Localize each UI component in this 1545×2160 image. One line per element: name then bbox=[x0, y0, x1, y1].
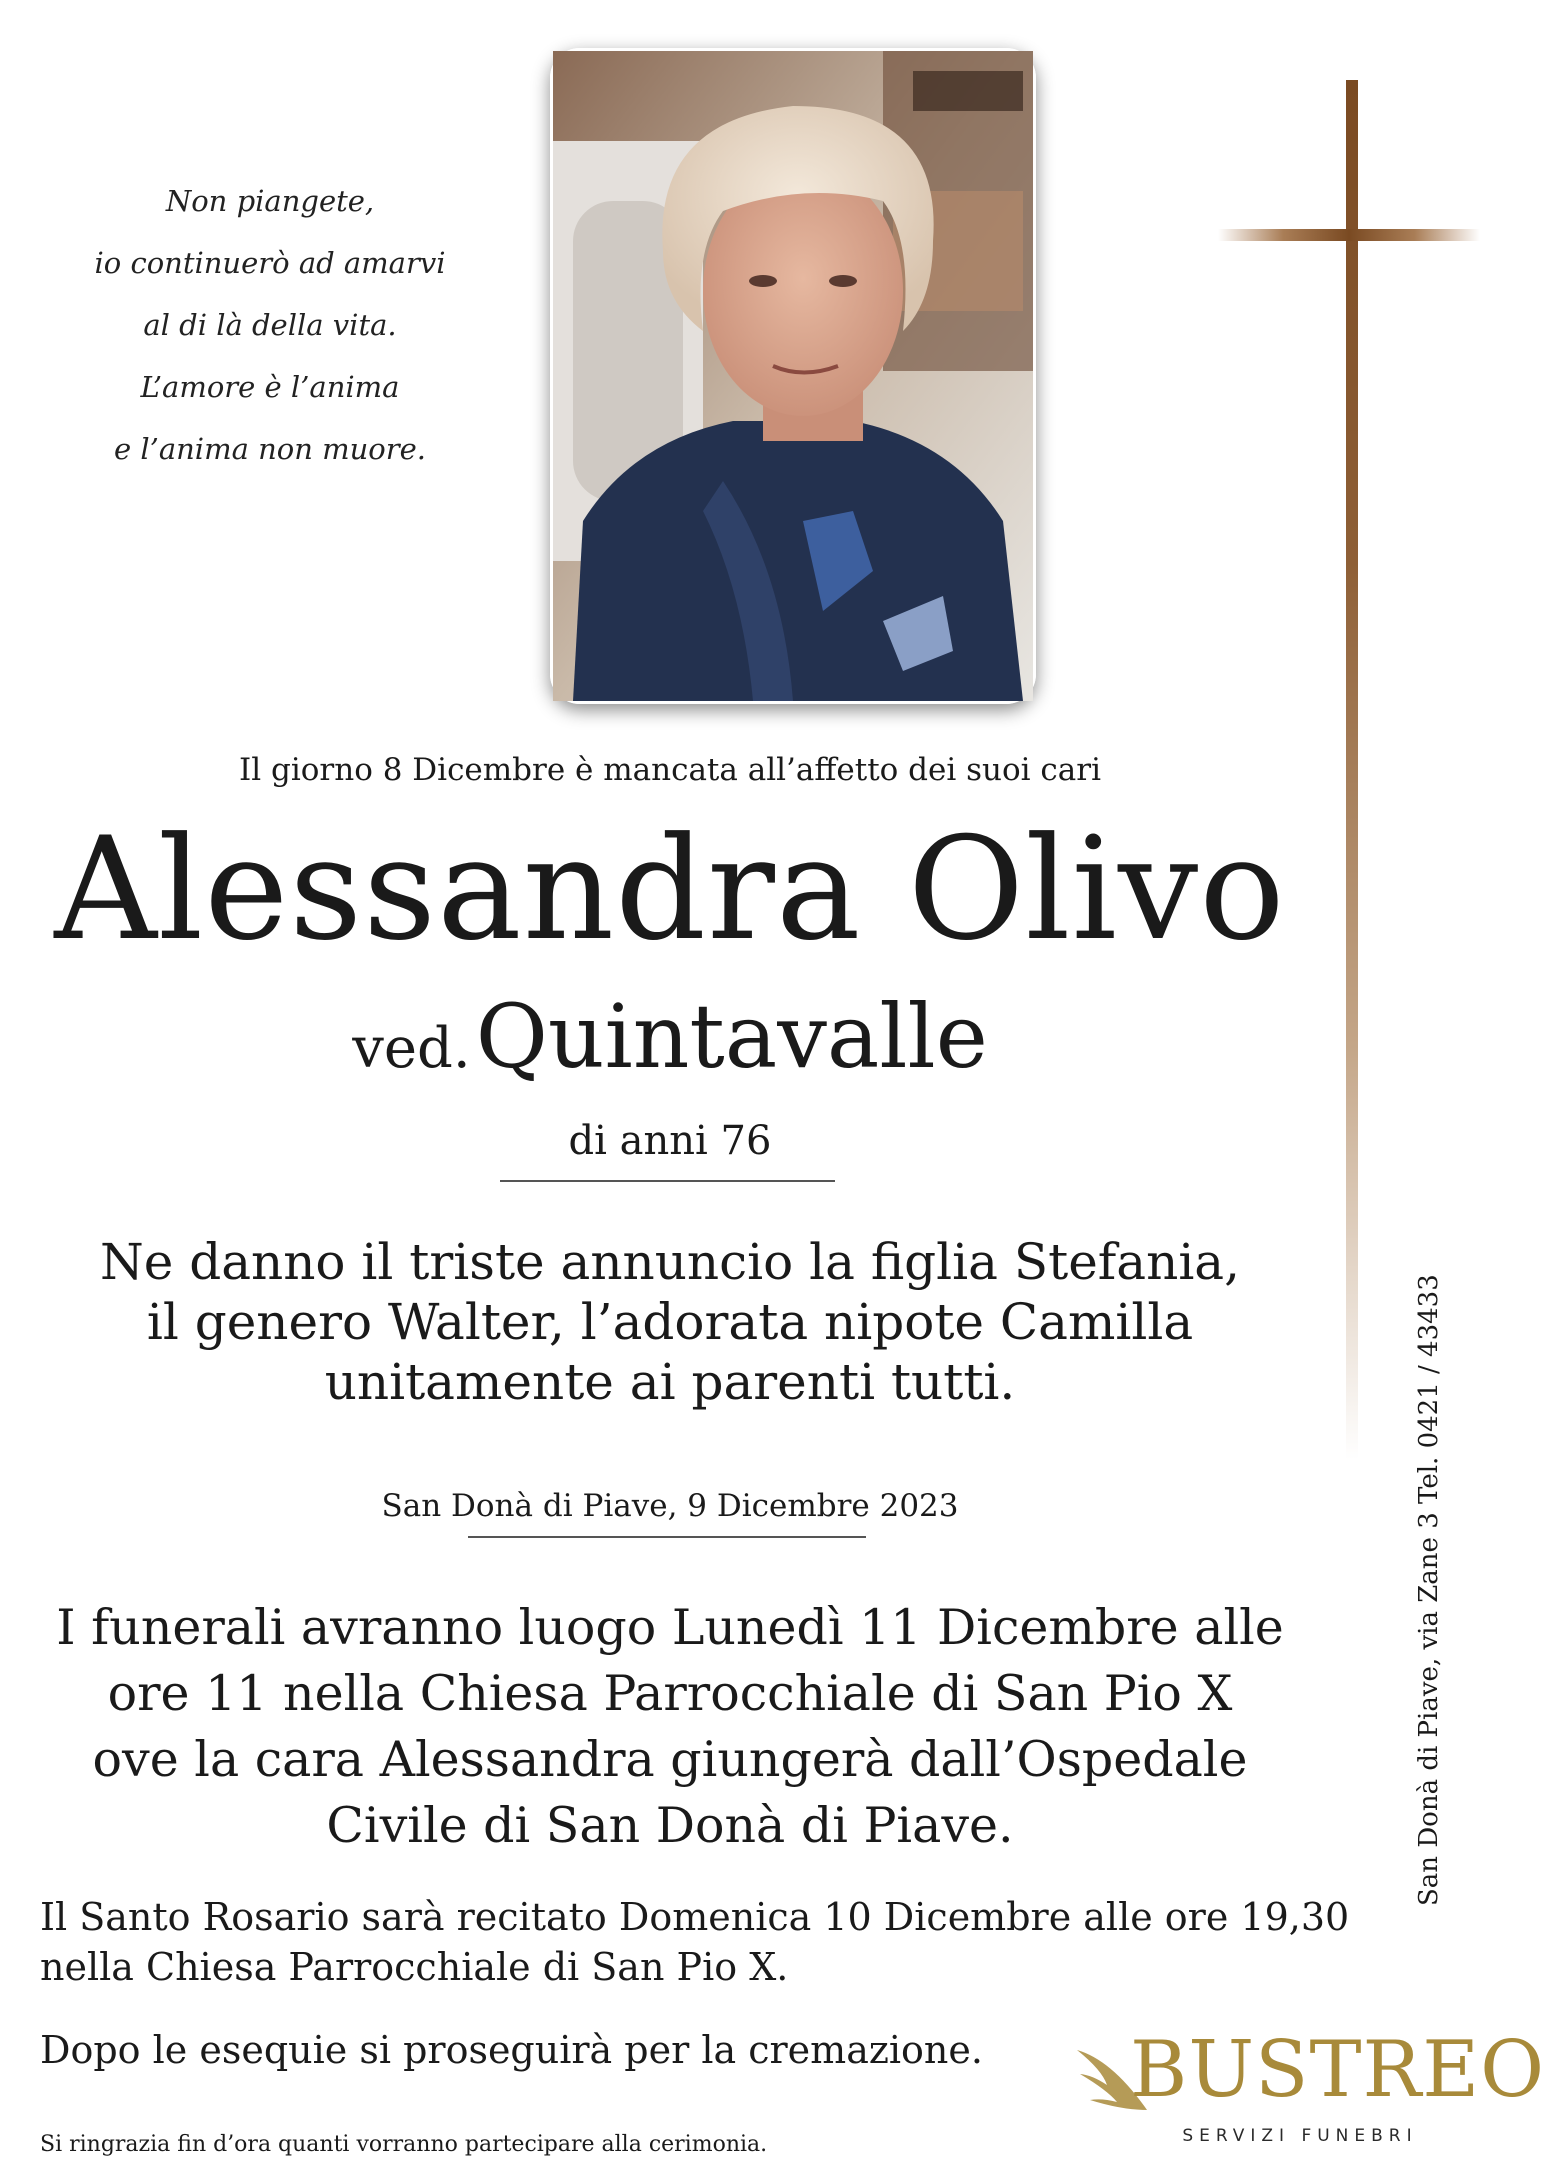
cross-vertical-bar bbox=[1346, 80, 1358, 1460]
announcement-line: Ne danno il triste annuncio la figlia Stefania, bbox=[99, 1233, 1241, 1291]
deceased-name: Alessandra Olivo bbox=[54, 807, 1286, 972]
company-logo-subtitle: SERVIZI FUNEBRI bbox=[1182, 2126, 1418, 2146]
place-date: San Donà di Piave, 9 Dicembre 2023 bbox=[381, 1488, 959, 1524]
portrait-illustration bbox=[553, 51, 1033, 701]
cremation-info: Dopo le esequie si proseguirà per la cremazione. bbox=[40, 2028, 983, 2072]
quote-line: Non piangete, bbox=[165, 184, 375, 218]
intro-text: Il giorno 8 Dicembre è mancata all’affetto dei suoi cari bbox=[238, 752, 1102, 788]
widow-surname: Quintavalle bbox=[475, 985, 988, 1088]
quote-line: al di là della vita. bbox=[143, 308, 397, 342]
cross-horizontal-bar bbox=[1218, 229, 1480, 241]
funeral-line: ove la cara Alessandra giungerà dall’Ospedale bbox=[92, 1731, 1248, 1788]
quote-line: io continuerò ad amarvi bbox=[94, 246, 446, 280]
funeral-line: I funerali avranno luogo Lunedì 11 Dicembre alle bbox=[56, 1599, 1284, 1656]
announcement-line: il genero Walter, l’adorata nipote Camilla bbox=[146, 1293, 1194, 1351]
announcement-line: unitamente ai parenti tutti. bbox=[324, 1353, 1016, 1411]
thanks-text: Si ringrazia fin d’ora quanti vorranno partecipare alla cerimonia. bbox=[40, 2132, 768, 2157]
widow-line bbox=[150, 985, 1190, 1088]
widow-prefix: ved. bbox=[352, 1016, 471, 1081]
quote-line: e l’anima non muore. bbox=[113, 432, 427, 466]
age-divider bbox=[500, 1180, 835, 1182]
funeral-info bbox=[20, 1595, 1320, 1859]
rosary-info bbox=[40, 1892, 1360, 1992]
quote-line: L’amore è l’anima bbox=[140, 370, 400, 404]
rosary-line: Il Santo Rosario sarà recitato Domenica 10 Dicembre alle ore 19,30 bbox=[40, 1895, 1350, 1939]
place-date-divider bbox=[468, 1536, 866, 1538]
age-text: di anni 76 bbox=[568, 1118, 772, 1164]
portrait-photo bbox=[550, 48, 1036, 704]
funeral-line: Civile di San Donà di Piave. bbox=[326, 1797, 1014, 1854]
side-address: San Donà di Piave, via Zane 3 Tel. 0421 / 43433 bbox=[1414, 1274, 1444, 1906]
company-logo-name: BUSTREO bbox=[1130, 2025, 1545, 2115]
announcement bbox=[60, 1232, 1280, 1412]
quote bbox=[60, 170, 480, 480]
funeral-line: ore 11 nella Chiesa Parrocchiale di San Pio X bbox=[107, 1665, 1233, 1722]
rosary-line: nella Chiesa Parrocchiale di San Pio X. bbox=[40, 1945, 789, 1989]
